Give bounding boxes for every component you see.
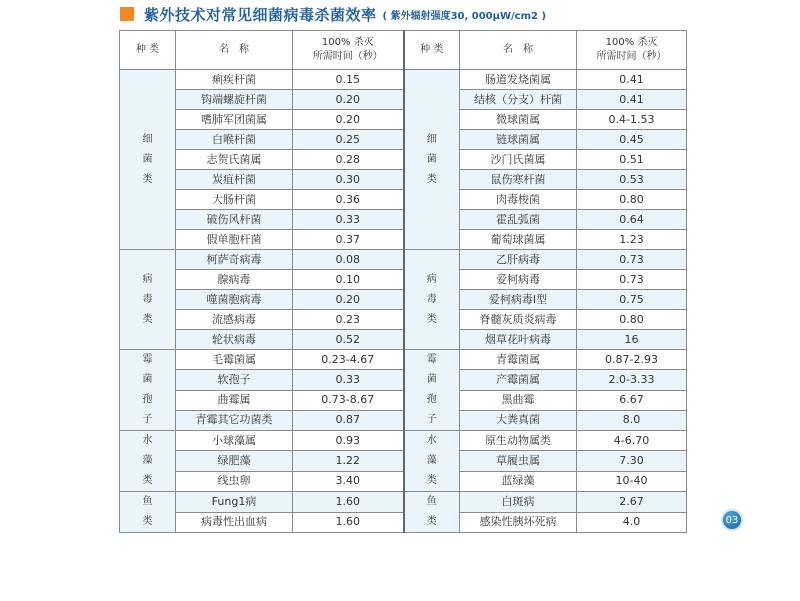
organism-name-cell: 软孢子 (176, 370, 293, 390)
kill-time-cell: 0.33 (293, 210, 404, 230)
category-label: 霉 菌 孢 子 (142, 354, 153, 425)
efficiency-table (119, 30, 687, 533)
kill-time-cell: 7.30 (577, 451, 687, 471)
table-row (120, 471, 687, 491)
kill-time-cell: 0.80 (577, 190, 687, 210)
kill-time-cell: 0.25 (293, 130, 404, 150)
kill-time-cell: 0.75 (577, 290, 687, 310)
table-row (120, 170, 687, 190)
table-row (120, 90, 687, 110)
orange-square-icon (120, 7, 134, 21)
table-row (120, 512, 687, 533)
kill-time-cell: 6.67 (577, 390, 687, 410)
kill-time-cell: 0.15 (293, 70, 404, 90)
kill-time-cell: 0.30 (293, 170, 404, 190)
category-label: 鱼 类 (426, 496, 437, 527)
kill-time-cell: 0.10 (293, 270, 404, 290)
organism-name-cell: 黑曲霉 (460, 390, 577, 410)
organism-name-cell: 毛霉菌属 (176, 350, 293, 370)
page-subtitle: ( 紫外辐射强度30, 000μW/cm2 ) (382, 10, 547, 22)
kill-time-cell: 0.80 (577, 310, 687, 330)
table-row (120, 431, 687, 451)
table-row (120, 492, 687, 513)
organism-name-cell: 柯萨奇病毒 (176, 250, 293, 270)
kill-time-cell: 0.87-2.93 (577, 350, 687, 370)
header-time-right: 100% 杀灭 所需时间（秒） (577, 31, 687, 70)
table-row (120, 290, 687, 310)
organism-name-cell: 青霉其它功菌类 (176, 410, 293, 430)
organism-name-cell: 腺病毒 (176, 270, 293, 290)
kill-time-cell: 2.0-3.33 (577, 370, 687, 390)
kill-time-cell: 0.33 (293, 370, 404, 390)
category-cell (404, 431, 460, 492)
kill-time-cell: 4.0 (577, 512, 687, 533)
organism-name-cell: 大肠杆菌 (176, 190, 293, 210)
header-time-left: 100% 杀灭 所需时间（秒） (293, 31, 404, 70)
table-row (120, 370, 687, 390)
category-label: 霉 菌 孢 子 (426, 354, 437, 425)
kill-time-cell: 0.23-4.67 (293, 350, 404, 370)
page-number-badge: 03 (721, 509, 743, 531)
organism-name-cell: 爱柯病毒 (460, 270, 577, 290)
organism-name-cell: 轮状病毒 (176, 330, 293, 350)
kill-time-cell: 0.20 (293, 110, 404, 130)
table-row (120, 190, 687, 210)
header-name-right: 名 称 (460, 31, 577, 70)
organism-name-cell: 原生动物属类 (460, 431, 577, 451)
kill-time-cell: 1.60 (293, 492, 404, 513)
kill-time-cell: 0.87 (293, 410, 404, 430)
kill-time-cell: 0.28 (293, 150, 404, 170)
kill-time-cell: 8.0 (577, 410, 687, 430)
kill-time-cell: 4-6.70 (577, 431, 687, 451)
organism-name-cell: 钩端螺旋杆菌 (176, 90, 293, 110)
header-category-left: 种 类 (120, 31, 176, 70)
category-label: 鱼 类 (142, 496, 153, 527)
kill-time-cell: 0.64 (577, 210, 687, 230)
organism-name-cell: 白斑病 (460, 492, 577, 513)
category-cell (404, 70, 460, 250)
organism-name-cell: 乙肝病毒 (460, 250, 577, 270)
category-label: 病 毒 类 (142, 273, 153, 325)
organism-name-cell: Fung1病 (176, 492, 293, 513)
kill-time-cell: 0.08 (293, 250, 404, 270)
kill-time-cell: 0.37 (293, 230, 404, 250)
table-row (120, 451, 687, 471)
table-row (120, 250, 687, 270)
organism-name-cell: 痢疾杆菌 (176, 70, 293, 90)
category-cell (120, 492, 176, 533)
kill-time-cell: 16 (577, 330, 687, 350)
organism-name-cell: 霍乱弧菌 (460, 210, 577, 230)
category-label: 水 藻 类 (426, 435, 437, 486)
organism-name-cell: 线虫卵 (176, 471, 293, 491)
organism-name-cell: 微球菌属 (460, 110, 577, 130)
table-row (120, 130, 687, 150)
table-row (120, 210, 687, 230)
organism-name-cell: 肠道发烧菌属 (460, 70, 577, 90)
category-cell (120, 431, 176, 492)
table-row (120, 110, 687, 130)
kill-time-cell: 0.93 (293, 431, 404, 451)
kill-time-cell: 0.23 (293, 310, 404, 330)
organism-name-cell: 结核（分支）杆菌 (460, 90, 577, 110)
kill-time-cell: 3.40 (293, 471, 404, 491)
organism-name-cell: 沙门氏菌属 (460, 150, 577, 170)
category-cell (404, 350, 460, 431)
kill-time-cell: 1.22 (293, 451, 404, 471)
kill-time-cell: 0.20 (293, 290, 404, 310)
kill-time-cell: 0.20 (293, 90, 404, 110)
table-row (120, 330, 687, 350)
page-title: 紫外技术对常见细菌病毒杀菌效率 (144, 5, 377, 24)
kill-time-cell: 0.4-1.53 (577, 110, 687, 130)
organism-name-cell: 脊髓灰质炎病毒 (460, 310, 577, 330)
table-row (120, 350, 687, 370)
category-cell (120, 350, 176, 431)
organism-name-cell: 大粪真菌 (460, 410, 577, 430)
kill-time-cell: 0.41 (577, 70, 687, 90)
category-cell (120, 70, 176, 250)
category-label: 细 菌 类 (426, 133, 437, 185)
category-cell (404, 250, 460, 350)
category-cell (404, 492, 460, 533)
organism-name-cell: 爱柯病毒Ⅰ型 (460, 290, 577, 310)
organism-name-cell: 志贺氏菌属 (176, 150, 293, 170)
title-bar (120, 4, 546, 24)
kill-time-cell: 0.41 (577, 90, 687, 110)
organism-name-cell: 肉毒梭菌 (460, 190, 577, 210)
category-label: 水 藻 类 (142, 435, 153, 486)
kill-time-cell: 0.73 (577, 250, 687, 270)
table-header-row (120, 31, 687, 70)
category-label: 病 毒 类 (426, 273, 437, 325)
organism-name-cell: 感染性胰坏死病 (460, 512, 577, 533)
category-label: 细 菌 类 (142, 133, 153, 185)
organism-name-cell: 白喉杆菌 (176, 130, 293, 150)
organism-name-cell: 产霉菌属 (460, 370, 577, 390)
kill-time-cell: 1.23 (577, 230, 687, 250)
organism-name-cell: 病毒性出血病 (176, 512, 293, 533)
kill-time-cell: 0.73 (577, 270, 687, 290)
kill-time-cell: 1.60 (293, 512, 404, 533)
organism-name-cell: 小球藻属 (176, 431, 293, 451)
organism-name-cell: 葡萄球菌属 (460, 230, 577, 250)
kill-time-cell: 0.53 (577, 170, 687, 190)
organism-name-cell: 破伤风杆菌 (176, 210, 293, 230)
table-row (120, 230, 687, 250)
organism-name-cell: 曲霉属 (176, 390, 293, 410)
organism-name-cell: 绿肥藻 (176, 451, 293, 471)
kill-time-cell: 10-40 (577, 471, 687, 491)
category-cell (120, 250, 176, 350)
organism-name-cell: 鼠伤寒杆菌 (460, 170, 577, 190)
organism-name-cell: 炭疽杆菌 (176, 170, 293, 190)
kill-time-cell: 0.36 (293, 190, 404, 210)
table-row (120, 150, 687, 170)
table-row (120, 410, 687, 430)
kill-time-cell: 0.51 (577, 150, 687, 170)
kill-time-cell: 0.73-8.67 (293, 390, 404, 410)
organism-name-cell: 草履虫属 (460, 451, 577, 471)
table-row (120, 310, 687, 330)
organism-name-cell: 青霉菌属 (460, 350, 577, 370)
organism-name-cell: 嗜肺军团菌属 (176, 110, 293, 130)
kill-time-cell: 0.52 (293, 330, 404, 350)
table-row (120, 70, 687, 90)
organism-name-cell: 烟草花叶病毒 (460, 330, 577, 350)
kill-time-cell: 2.67 (577, 492, 687, 513)
organism-name-cell: 噬菌胞病毒 (176, 290, 293, 310)
table-row (120, 390, 687, 410)
organism-name-cell: 假单胞杆菌 (176, 230, 293, 250)
header-category-right: 种 类 (404, 31, 460, 70)
kill-time-cell: 0.45 (577, 130, 687, 150)
table-row (120, 270, 687, 290)
organism-name-cell: 流感病毒 (176, 310, 293, 330)
organism-name-cell: 链球菌属 (460, 130, 577, 150)
organism-name-cell: 蓝绿藻 (460, 471, 577, 491)
header-name-left: 名 称 (176, 31, 293, 70)
